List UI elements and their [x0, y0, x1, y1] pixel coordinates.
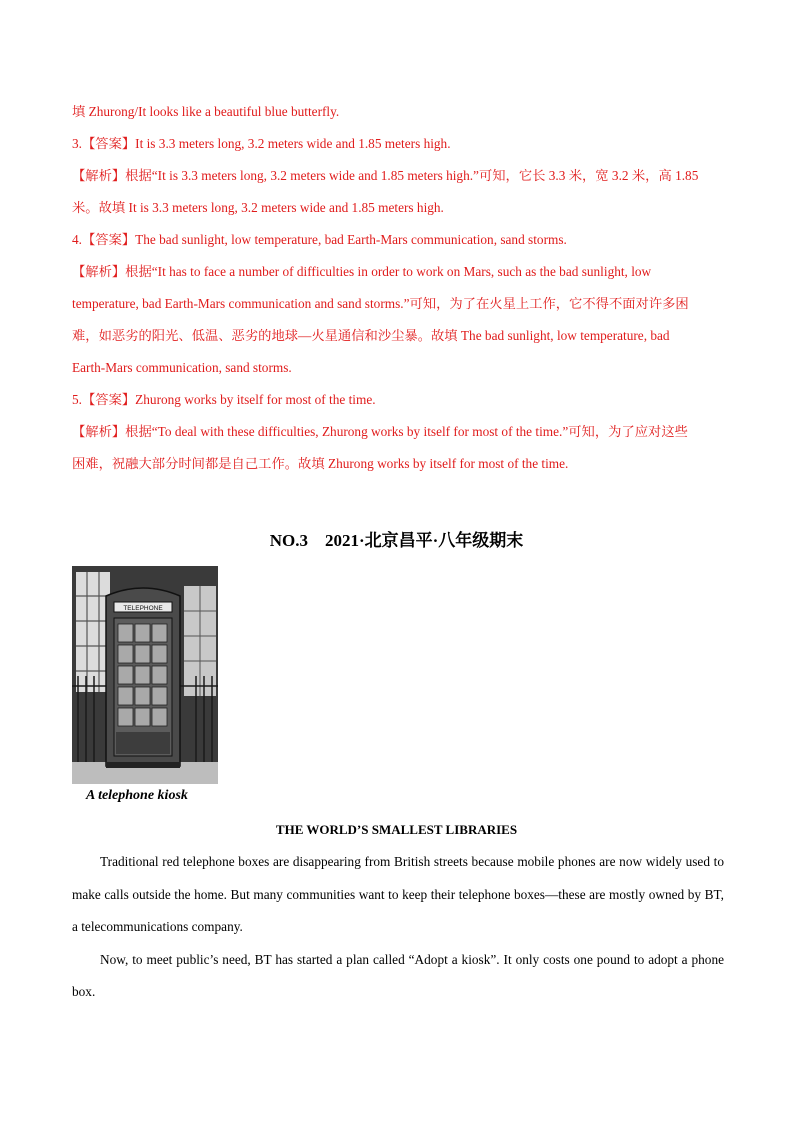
- article-title: THE WORLD’S SMALLEST LIBRARIES: [275, 822, 518, 837]
- q5-analysis: 困难，祝融大部分时间都是自己工作。故填 Zhurong works by itself for most of the time.: [72, 456, 569, 471]
- q3-analysis: 米。故填 It is 3.3 meters long, 3.2 meters wide and 1.85 meters high.: [72, 200, 444, 215]
- q5-answer: 5.【答案】Zhurong works by itself for most of the time.: [72, 392, 376, 407]
- q4-answer: 4.【答案】The bad sunlight, low temperature, bad Earth-Mars communication, sand storms.: [72, 232, 567, 247]
- answer-line: 填 Zhurong/It looks like a beautiful blue butterfly.: [72, 104, 340, 119]
- section-title: NO.3 2021·北京昌平·八年级期末: [269, 531, 524, 550]
- q5-analysis: 【解析】根据“To deal with these difficulties, Zhurong works by itself for most of the time.”可知，为了应对这些: [72, 424, 688, 439]
- q3-analysis: 【解析】根据“It is 3.3 meters long, 3.2 meters wide and 1.85 meters high.”可知，它长 3.3 米，宽 3.2 米，高 1.85: [72, 168, 699, 183]
- paragraph: Now, to meet public’s need, BT has started a plan called “Adopt a kiosk”. It only costs one pound to adopt a phone box.: [72, 951, 724, 999]
- paragraph: Traditional red telephone boxes are disappearing from British streets because mobile phones are now widely used to make calls outside the home. But many communities want to keep their telephone boxes—these are mostly owned by BT, a telecommunications company.: [72, 854, 724, 934]
- q4-analysis: temperature, bad Earth-Mars communication and sand storms.”可知，为了在火星上工作，它不得不面对许多困: [72, 296, 689, 311]
- answer-block: [72, 96, 724, 480]
- telephone-sign: TELEPHONE: [123, 605, 163, 612]
- figure-caption: A telephone kiosk: [86, 788, 188, 803]
- q3-answer: 3.【答案】It is 3.3 meters long, 3.2 meters wide and 1.85 meters high.: [72, 136, 451, 151]
- telephone-kiosk-photo: [72, 566, 218, 784]
- q4-analysis: 难，如恶劣的阳光、低温、恶劣的地球—火星通信和沙尘暴。故填 The bad sunlight, low temperature, bad: [72, 328, 670, 343]
- telephone-kiosk-figure: [72, 566, 218, 804]
- q4-analysis: Earth-Mars communication, sand storms.: [72, 360, 292, 375]
- article-body: [72, 846, 724, 1009]
- q4-analysis: 【解析】根据“It has to face a number of difficulties in order to work on Mars, such as the bad sunlight, low: [72, 264, 652, 279]
